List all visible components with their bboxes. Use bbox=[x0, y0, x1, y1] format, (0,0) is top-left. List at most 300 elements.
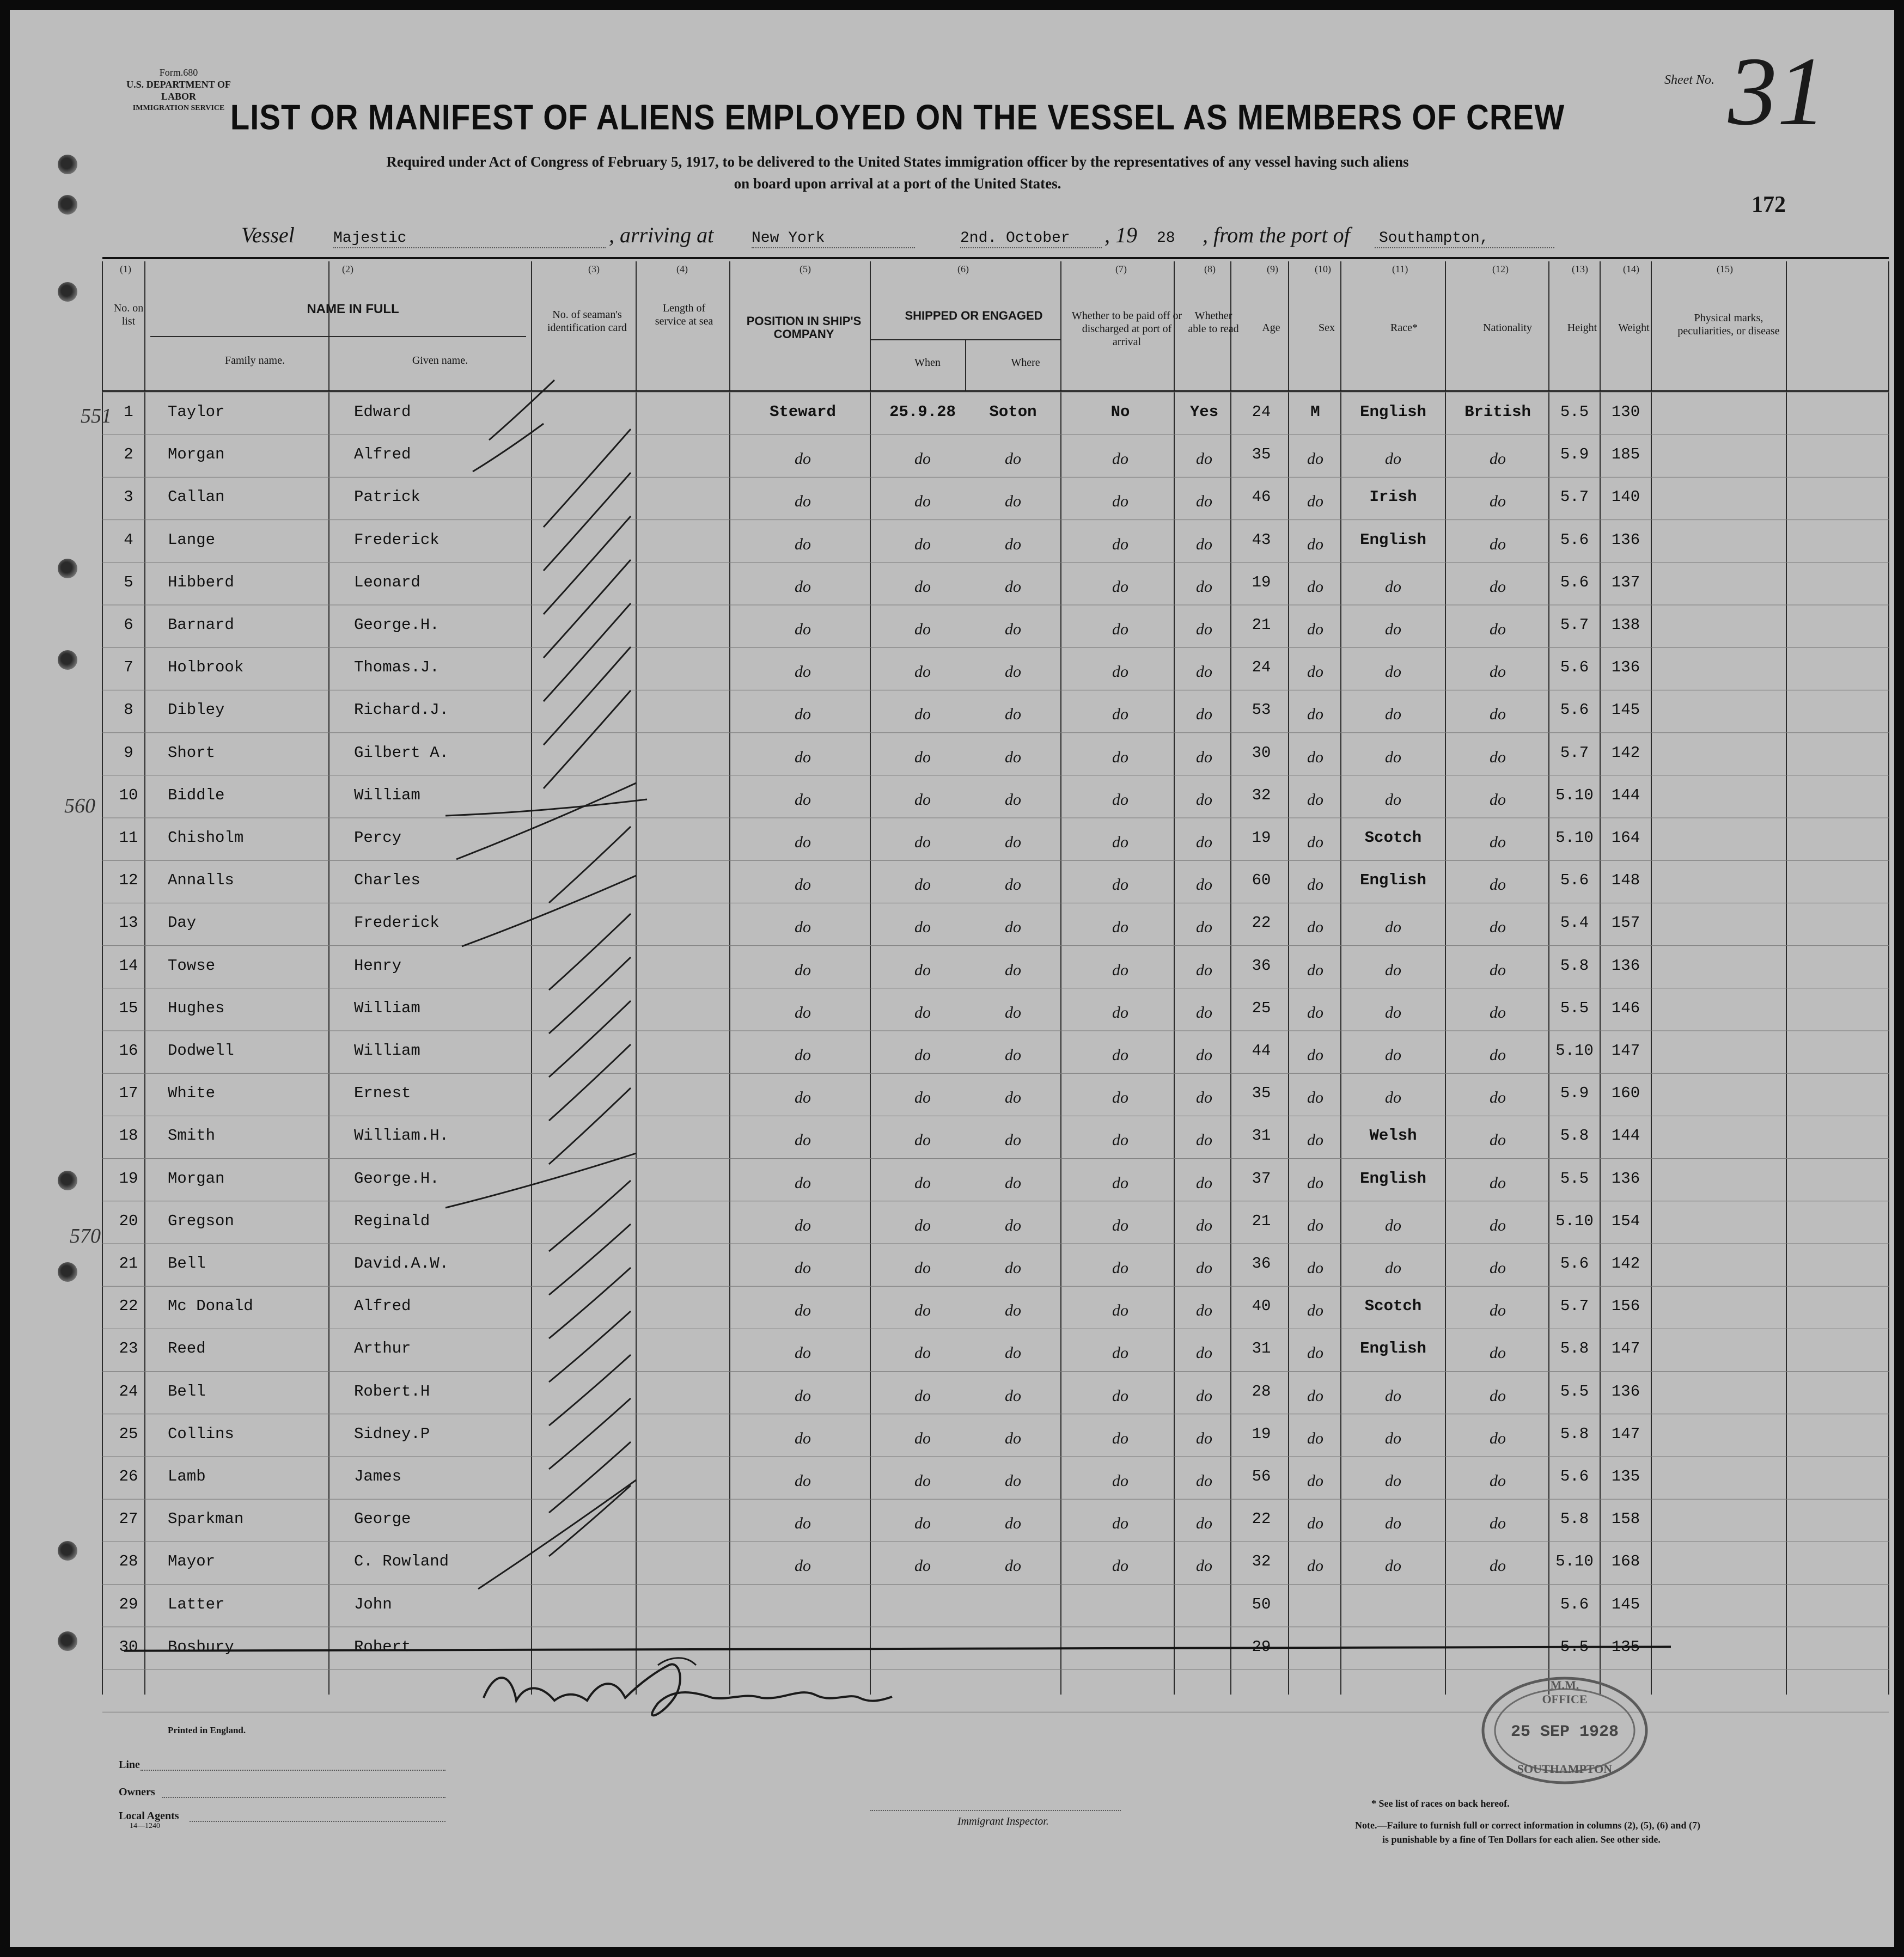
cell-family: Bell bbox=[168, 1255, 206, 1273]
cell-nationality: British bbox=[1464, 403, 1531, 421]
cell-paid: do bbox=[1112, 918, 1128, 937]
cell-weight: 142 bbox=[1611, 743, 1640, 762]
cell-weight: 156 bbox=[1611, 1297, 1640, 1316]
table-row bbox=[10, 1039, 1894, 1072]
cell-height: 5.10 bbox=[1555, 1042, 1594, 1060]
cell-when: do bbox=[914, 1557, 931, 1575]
cell-weight: 135 bbox=[1611, 1467, 1640, 1485]
cell-paid: do bbox=[1112, 663, 1128, 681]
cell-sex: do bbox=[1307, 492, 1323, 511]
manifest-sheet bbox=[10, 10, 1894, 1947]
cell-given: C. Rowland bbox=[354, 1552, 449, 1571]
cell-no: 25 bbox=[119, 1424, 138, 1443]
cell-when: do bbox=[914, 450, 931, 468]
cell-sex: do bbox=[1307, 1386, 1323, 1405]
cell-age: 19 bbox=[1252, 573, 1271, 591]
table-row bbox=[10, 656, 1894, 689]
cell-age: 36 bbox=[1252, 956, 1271, 975]
cell-age: 56 bbox=[1252, 1467, 1271, 1485]
cell-sex: do bbox=[1307, 620, 1323, 638]
cell-age: 32 bbox=[1252, 1552, 1271, 1571]
cell-height: 5.5 bbox=[1560, 1169, 1589, 1188]
cell-no: 23 bbox=[119, 1340, 138, 1358]
cell-race: Scotch bbox=[1364, 829, 1422, 847]
cell-when: do bbox=[914, 705, 931, 724]
cell-paid: do bbox=[1112, 1003, 1128, 1022]
cell-family: Smith bbox=[168, 1127, 216, 1145]
cell-when: do bbox=[914, 1046, 931, 1064]
cell-given: Reginald bbox=[354, 1212, 430, 1230]
cell-given: Robert bbox=[354, 1637, 411, 1656]
cell-race: English bbox=[1360, 871, 1426, 890]
cell-position: do bbox=[795, 1173, 811, 1192]
cell-race: do bbox=[1385, 1557, 1401, 1575]
cell-nationality: do bbox=[1490, 1386, 1506, 1405]
cell-weight: 136 bbox=[1611, 1382, 1640, 1401]
cell-position: do bbox=[795, 492, 811, 511]
cell-paid: do bbox=[1112, 492, 1128, 511]
cell-age: 53 bbox=[1252, 701, 1271, 719]
cell-no: 27 bbox=[119, 1510, 138, 1528]
column-number: (10) bbox=[1315, 264, 1331, 274]
cell-age: 28 bbox=[1252, 1382, 1271, 1401]
column-number: (14) bbox=[1623, 264, 1639, 274]
cell-paid: do bbox=[1112, 748, 1128, 766]
cell-given: Alfred bbox=[354, 1297, 411, 1316]
table-row bbox=[10, 1337, 1894, 1370]
cell-given: John bbox=[354, 1595, 392, 1613]
table-row bbox=[10, 784, 1894, 817]
table-row bbox=[10, 912, 1894, 944]
cell-height: 5.5 bbox=[1560, 999, 1589, 1017]
footer-owners-label: Owners bbox=[119, 1786, 155, 1798]
cell-paid: do bbox=[1112, 1386, 1128, 1405]
sheet-number: 31 bbox=[1728, 37, 1826, 145]
cell-age: 24 bbox=[1252, 658, 1271, 677]
cell-read: do bbox=[1196, 1514, 1212, 1533]
cell-where: do bbox=[1005, 577, 1021, 596]
cell-sex: do bbox=[1307, 450, 1323, 468]
cell-height: 5.7 bbox=[1560, 488, 1589, 506]
cell-no: 15 bbox=[119, 999, 138, 1017]
table-row bbox=[10, 1423, 1894, 1455]
arrival-date: 2nd. October bbox=[960, 230, 1070, 247]
cell-position: do bbox=[795, 1344, 811, 1362]
cell-weight: 160 bbox=[1611, 1084, 1640, 1103]
cell-paid: do bbox=[1112, 705, 1128, 724]
cell-sex: do bbox=[1307, 663, 1323, 681]
stamp-date: 25 SEP 1928 bbox=[1510, 1723, 1619, 1741]
cell-sex: do bbox=[1307, 1514, 1323, 1533]
cell-paid: do bbox=[1112, 1429, 1128, 1447]
cell-where: do bbox=[1005, 1472, 1021, 1490]
cell-read: do bbox=[1196, 450, 1212, 468]
cell-nationality: do bbox=[1490, 961, 1506, 979]
cell-nationality: do bbox=[1490, 535, 1506, 553]
cell-when: do bbox=[914, 748, 931, 766]
cell-no: 21 bbox=[119, 1255, 138, 1273]
footer-agents-label: Local Agents bbox=[119, 1810, 179, 1822]
cell-age: 40 bbox=[1252, 1297, 1271, 1316]
cell-where: do bbox=[1005, 620, 1021, 638]
printed-in: Printed in England. bbox=[168, 1725, 246, 1735]
cell-where: Soton bbox=[989, 403, 1037, 421]
vessel-name: Majestic bbox=[333, 230, 407, 247]
cell-weight: 144 bbox=[1611, 1127, 1640, 1145]
cell-where: do bbox=[1005, 1003, 1021, 1022]
column-number: (12) bbox=[1492, 264, 1509, 274]
cell-where: do bbox=[1005, 833, 1021, 851]
cell-read: do bbox=[1196, 577, 1212, 596]
cell-read: do bbox=[1196, 833, 1212, 851]
cell-read: do bbox=[1196, 1344, 1212, 1362]
cell-age: 32 bbox=[1252, 786, 1271, 804]
cell-race: do bbox=[1385, 748, 1401, 766]
cell-sex: do bbox=[1307, 1173, 1323, 1192]
cell-no: 28 bbox=[119, 1552, 138, 1571]
cell-given: William.H. bbox=[354, 1127, 449, 1145]
cell-nationality: do bbox=[1490, 1429, 1506, 1447]
cell-when: do bbox=[914, 961, 931, 979]
cell-position: do bbox=[795, 1131, 811, 1149]
cell-weight: 145 bbox=[1611, 1595, 1640, 1613]
cell-age: 19 bbox=[1252, 1424, 1271, 1443]
cell-sex: do bbox=[1307, 790, 1323, 809]
cell-when: do bbox=[914, 663, 931, 681]
cell-height: 5.4 bbox=[1560, 914, 1589, 932]
cell-family: Chisholm bbox=[168, 829, 244, 847]
cell-when: do bbox=[914, 1472, 931, 1490]
cell-no: 19 bbox=[119, 1169, 138, 1188]
cell-paid: do bbox=[1112, 1046, 1128, 1064]
cell-where: do bbox=[1005, 1386, 1021, 1405]
cell-read: do bbox=[1196, 1173, 1212, 1192]
header-sex: Sex bbox=[1319, 322, 1335, 334]
cell-no: 26 bbox=[119, 1467, 138, 1485]
arrival-year: 28 bbox=[1157, 230, 1175, 247]
cell-height: 5.8 bbox=[1560, 1127, 1589, 1145]
table-row bbox=[10, 1124, 1894, 1157]
cell-given: William bbox=[354, 786, 420, 804]
cell-nationality: do bbox=[1490, 833, 1506, 851]
race-note: * See list of races on back hereof. bbox=[1371, 1798, 1510, 1809]
cell-no: 11 bbox=[119, 829, 138, 847]
cell-where: do bbox=[1005, 663, 1021, 681]
cell-height: 5.6 bbox=[1560, 701, 1589, 719]
cell-position: do bbox=[795, 790, 811, 809]
cell-position: do bbox=[795, 450, 811, 468]
column-number: (4) bbox=[676, 264, 688, 274]
table-row bbox=[10, 1082, 1894, 1115]
cell-given: Gilbert A. bbox=[354, 743, 449, 762]
cell-height: 5.5 bbox=[1560, 1637, 1589, 1656]
cell-sex: do bbox=[1307, 961, 1323, 979]
cell-family: Bosbury bbox=[168, 1637, 234, 1656]
cell-race: English bbox=[1360, 1169, 1426, 1188]
cell-given: James bbox=[354, 1467, 402, 1485]
cell-given: Frederick bbox=[354, 530, 440, 549]
cell-position: do bbox=[795, 918, 811, 937]
cell-no: 22 bbox=[119, 1297, 138, 1316]
cell-nationality: do bbox=[1490, 620, 1506, 638]
cell-race: do bbox=[1385, 1088, 1401, 1107]
cell-age: 25 bbox=[1252, 999, 1271, 1017]
cell-where: do bbox=[1005, 492, 1021, 511]
fine-note-1: Note.—Failure to furnish full or correct information in columns (2), (5), (6) and (7) bbox=[1355, 1820, 1700, 1831]
column-number: (8) bbox=[1204, 264, 1216, 274]
cell-sex: M bbox=[1310, 403, 1320, 421]
page-title: LIST OR MANIFEST OF ALIENS EMPLOYED ON THE VESSEL AS MEMBERS OF CREW bbox=[230, 97, 1565, 137]
cell-when: do bbox=[914, 1216, 931, 1234]
cell-sex: do bbox=[1307, 1259, 1323, 1277]
cell-weight: 158 bbox=[1611, 1510, 1640, 1528]
cell-height: 5.8 bbox=[1560, 1510, 1589, 1528]
cell-paid: do bbox=[1112, 1472, 1128, 1490]
table-row bbox=[10, 869, 1894, 902]
table-row bbox=[10, 955, 1894, 987]
table-row bbox=[10, 1295, 1894, 1328]
cell-where: do bbox=[1005, 705, 1021, 724]
cell-height: 5.6 bbox=[1560, 1255, 1589, 1273]
cell-race: do bbox=[1385, 1259, 1401, 1277]
cell-no: 7 bbox=[124, 658, 133, 677]
cell-nationality: do bbox=[1490, 705, 1506, 724]
cell-given: Alfred bbox=[354, 445, 411, 464]
cell-when: do bbox=[914, 1173, 931, 1192]
cell-when: do bbox=[914, 1301, 931, 1320]
cell-weight: 145 bbox=[1611, 701, 1640, 719]
cell-position: do bbox=[795, 1046, 811, 1064]
cell-position: do bbox=[795, 705, 811, 724]
cell-given: George.H. bbox=[354, 616, 440, 634]
cell-when: do bbox=[914, 876, 931, 894]
header-height: Height bbox=[1567, 322, 1597, 334]
cell-when: do bbox=[914, 535, 931, 553]
cell-age: 21 bbox=[1252, 1212, 1271, 1230]
cell-height: 5.10 bbox=[1555, 786, 1594, 804]
cell-family: Dodwell bbox=[168, 1042, 234, 1060]
cell-sex: do bbox=[1307, 1046, 1323, 1064]
table-row bbox=[10, 1550, 1894, 1583]
cell-given: Percy bbox=[354, 829, 402, 847]
cell-age: 22 bbox=[1252, 914, 1271, 932]
cell-nationality: do bbox=[1490, 1301, 1506, 1320]
cell-nationality: do bbox=[1490, 450, 1506, 468]
cell-sex: do bbox=[1307, 1131, 1323, 1149]
arriving-label: , arriving at bbox=[609, 223, 714, 247]
cell-family: Annalls bbox=[168, 871, 234, 890]
from-label: , from the port of bbox=[1203, 223, 1350, 247]
cell-when: do bbox=[914, 1429, 931, 1447]
cell-read: do bbox=[1196, 535, 1212, 553]
cell-family: Latter bbox=[168, 1595, 225, 1613]
cell-read: Yes bbox=[1189, 403, 1219, 421]
cell-position: do bbox=[795, 748, 811, 766]
header-family-name: Family name. bbox=[225, 354, 285, 366]
cell-position: do bbox=[795, 1216, 811, 1234]
cell-no: 14 bbox=[119, 956, 138, 975]
cell-when: do bbox=[914, 1514, 931, 1533]
cell-weight: 144 bbox=[1611, 786, 1640, 804]
cell-nationality: do bbox=[1490, 1131, 1506, 1149]
cell-race: do bbox=[1385, 1386, 1401, 1405]
cell-where: do bbox=[1005, 1259, 1021, 1277]
cell-family: Collins bbox=[168, 1424, 234, 1443]
cell-race: English bbox=[1360, 1340, 1426, 1358]
cell-age: 31 bbox=[1252, 1340, 1271, 1358]
table-row bbox=[10, 1636, 1894, 1668]
cell-where: do bbox=[1005, 1429, 1021, 1447]
cell-given: George.H. bbox=[354, 1169, 440, 1188]
cell-race: do bbox=[1385, 1046, 1401, 1064]
cell-no: 6 bbox=[124, 616, 133, 634]
cell-read: do bbox=[1196, 1131, 1212, 1149]
cell-read: do bbox=[1196, 1301, 1212, 1320]
cell-no: 12 bbox=[119, 871, 138, 890]
cell-sex: do bbox=[1307, 1429, 1323, 1447]
cell-read: do bbox=[1196, 790, 1212, 809]
cell-no: 8 bbox=[124, 701, 133, 719]
cell-weight: 147 bbox=[1611, 1042, 1640, 1060]
cell-family: Mc Donald bbox=[168, 1297, 253, 1316]
cell-height: 5.6 bbox=[1560, 658, 1589, 677]
cell-position: do bbox=[795, 961, 811, 979]
cell-family: Barnard bbox=[168, 616, 234, 634]
cell-nationality: do bbox=[1490, 748, 1506, 766]
cell-age: 19 bbox=[1252, 829, 1271, 847]
cell-weight: 147 bbox=[1611, 1424, 1640, 1443]
cell-read: do bbox=[1196, 1003, 1212, 1022]
cell-paid: do bbox=[1112, 1173, 1128, 1192]
cell-when: do bbox=[914, 1259, 931, 1277]
cell-nationality: do bbox=[1490, 1344, 1506, 1362]
cell-read: do bbox=[1196, 1557, 1212, 1575]
cell-where: do bbox=[1005, 1557, 1021, 1575]
cell-where: do bbox=[1005, 1131, 1021, 1149]
cell-weight: 148 bbox=[1611, 871, 1640, 890]
master-signature bbox=[478, 1649, 903, 1730]
cell-age: 36 bbox=[1252, 1255, 1271, 1273]
cell-sex: do bbox=[1307, 833, 1323, 851]
cell-paid: do bbox=[1112, 1131, 1128, 1149]
cell-nationality: do bbox=[1490, 1514, 1506, 1533]
table-row bbox=[10, 742, 1894, 774]
cell-read: do bbox=[1196, 705, 1212, 724]
cell-when: do bbox=[914, 1344, 931, 1362]
cell-where: do bbox=[1005, 918, 1021, 937]
table-row bbox=[10, 529, 1894, 561]
cell-position: do bbox=[795, 663, 811, 681]
cell-height: 5.9 bbox=[1560, 1084, 1589, 1103]
table-row bbox=[10, 614, 1894, 646]
cell-family: Bell bbox=[168, 1382, 206, 1401]
cell-age: 35 bbox=[1252, 445, 1271, 464]
cell-position: do bbox=[795, 1088, 811, 1107]
cell-paid: do bbox=[1112, 1301, 1128, 1320]
header-name-in-full: NAME IN FULL bbox=[307, 302, 399, 316]
cell-sex: do bbox=[1307, 1472, 1323, 1490]
cell-where: do bbox=[1005, 1216, 1021, 1234]
cell-where: do bbox=[1005, 1088, 1021, 1107]
cell-family: White bbox=[168, 1084, 216, 1103]
cell-race: do bbox=[1385, 1429, 1401, 1447]
cell-paid: do bbox=[1112, 1557, 1128, 1575]
cell-weight: 146 bbox=[1611, 999, 1640, 1017]
header-given-name: Given name. bbox=[412, 354, 468, 366]
page-number: 172 bbox=[1752, 192, 1786, 217]
sheet-label: Sheet No. bbox=[1664, 73, 1714, 87]
cell-given: Sidney.P bbox=[354, 1424, 430, 1443]
cell-given: William bbox=[354, 1042, 420, 1060]
cell-age: 22 bbox=[1252, 1510, 1271, 1528]
cell-height: 5.6 bbox=[1560, 573, 1589, 591]
cell-family: Biddle bbox=[168, 786, 225, 804]
inspector-label: Immigrant Inspector. bbox=[957, 1815, 1049, 1827]
cell-where: do bbox=[1005, 450, 1021, 468]
cell-paid: do bbox=[1112, 1216, 1128, 1234]
cell-family: Towse bbox=[168, 956, 216, 975]
cell-given: Frederick bbox=[354, 914, 440, 932]
cell-age: 31 bbox=[1252, 1127, 1271, 1145]
subtitle-line-1: Required under Act of Congress of February 5, 1917, to be delivered to the United States immigration officer by the representatives of any vessel having such aliens bbox=[386, 154, 1409, 170]
fine-note-2: is punishable by a fine of Ten Dollars for each alien. See other side. bbox=[1382, 1834, 1661, 1845]
cell-paid: do bbox=[1112, 961, 1128, 979]
cell-when: do bbox=[914, 1131, 931, 1149]
cell-position: do bbox=[795, 535, 811, 553]
cell-family: Taylor bbox=[168, 403, 225, 421]
margin-note: 570 bbox=[70, 1225, 101, 1247]
cell-read: do bbox=[1196, 1259, 1212, 1277]
cell-where: do bbox=[1005, 1046, 1021, 1064]
table-row bbox=[10, 1167, 1894, 1200]
cell-sex: do bbox=[1307, 1216, 1323, 1234]
cell-read: do bbox=[1196, 961, 1212, 979]
footer-line-label: Line bbox=[119, 1759, 140, 1771]
cell-no: 30 bbox=[119, 1637, 138, 1656]
cell-age: 60 bbox=[1252, 871, 1271, 890]
cell-height: 5.10 bbox=[1555, 1552, 1594, 1571]
header-paid-off: Whether to be paid off or discharged at port of arrival bbox=[1071, 310, 1182, 348]
cell-where: do bbox=[1005, 876, 1021, 894]
cell-given: William bbox=[354, 999, 420, 1017]
cell-position: do bbox=[795, 1259, 811, 1277]
cell-nationality: do bbox=[1490, 1173, 1506, 1192]
cell-weight: 157 bbox=[1611, 914, 1640, 932]
year-prefix: , 19 bbox=[1104, 223, 1137, 247]
header-where: Where bbox=[1011, 357, 1040, 369]
cell-where: do bbox=[1005, 535, 1021, 553]
cell-weight: 154 bbox=[1611, 1212, 1640, 1230]
table-row bbox=[10, 486, 1894, 518]
cell-no: 2 bbox=[124, 445, 133, 464]
column-number: (9) bbox=[1267, 264, 1278, 274]
cell-race: do bbox=[1385, 1514, 1401, 1533]
cell-position: do bbox=[795, 1472, 811, 1490]
cell-race: do bbox=[1385, 450, 1401, 468]
cell-given: Robert.H bbox=[354, 1382, 430, 1401]
cell-weight: 135 bbox=[1611, 1637, 1640, 1656]
cell-paid: do bbox=[1112, 833, 1128, 851]
cell-where: do bbox=[1005, 1301, 1021, 1320]
cell-position: do bbox=[795, 1429, 811, 1447]
cell-weight: 185 bbox=[1611, 445, 1640, 464]
cell-family: Mayor bbox=[168, 1552, 216, 1571]
cell-race: do bbox=[1385, 918, 1401, 937]
cell-age: 21 bbox=[1252, 616, 1271, 634]
cell-where: do bbox=[1005, 748, 1021, 766]
cell-weight: 147 bbox=[1611, 1340, 1640, 1358]
cell-family: Dibley bbox=[168, 701, 225, 719]
